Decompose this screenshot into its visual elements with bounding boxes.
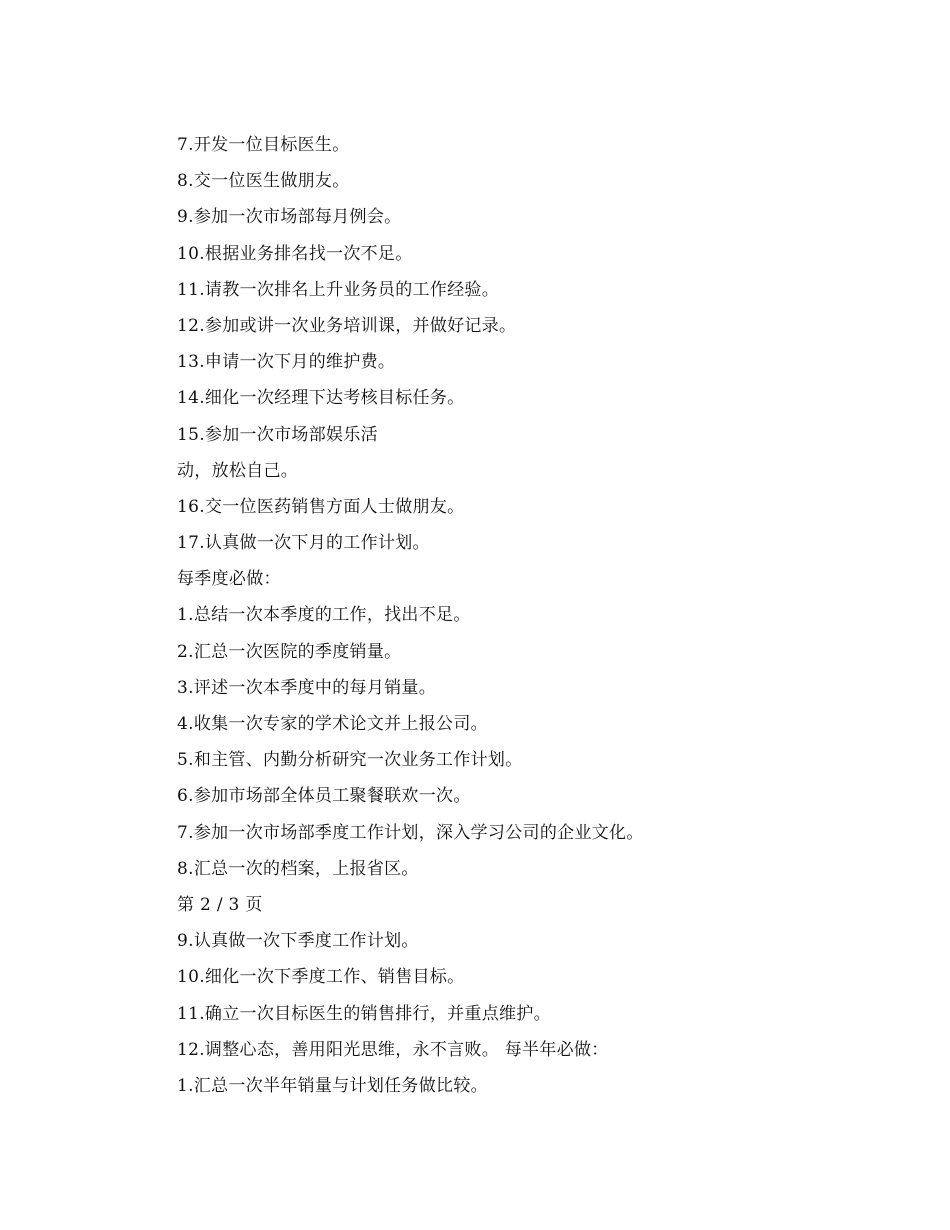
page-number: 第 2 / 3 页 (177, 894, 263, 915)
text-line: 12.参加或讲一次业务培训课，并做好记录。 (177, 315, 517, 336)
text-line: 8.汇总一次的档案，上报省区。 (177, 858, 419, 879)
text-line: 1.汇总一次半年销量与计划任务做比较。 (177, 1075, 488, 1096)
text-line: 9.认真做一次下季度工作计划。 (177, 931, 419, 952)
text-line: 11.确立一次目标医生的销售排行，并重点维护。 (177, 1003, 551, 1024)
text-line: 动，放松自己。 (177, 460, 299, 481)
text-line: 13.申请一次下月的维护费。 (177, 352, 396, 373)
text-line: 7.参加一次市场部季度工作计划，深入学习公司的企业文化。 (177, 822, 644, 843)
text-line: 10.细化一次下季度工作、销售目标。 (177, 967, 465, 988)
document-body (177, 127, 897, 1104)
text-line: 4.收集一次专家的学术论文并上报公司。 (177, 714, 488, 734)
text-line: 16.交一位医药销售方面人士做朋友。 (177, 496, 465, 517)
text-line: 5.和主管、内勤分析研究一次业务工作计划。 (177, 750, 523, 771)
text-line: 10.根据业务排名找一次不足。 (177, 243, 413, 264)
text-line: 9.参加一次市场部每月例会。 (177, 207, 402, 228)
text-line: 14.细化一次经理下达考核目标任务。 (177, 388, 465, 409)
text-line: 17.认真做一次下月的工作计划。 (177, 533, 430, 554)
text-line: 1.总结一次本季度的工作，找出不足。 (177, 605, 471, 626)
text-line: 3.评述一次本季度中的每月销量。 (177, 677, 437, 698)
text-line: 15.参加一次市场部娱乐活 (177, 424, 378, 445)
text-line: 12.调整心态，善用阳光思维，永不言败。 每半年必做： (177, 1039, 609, 1060)
section-heading: 每季度必做： (177, 569, 281, 590)
text-line: 11.请教一次排名上升业务员的工作经验。 (177, 279, 500, 300)
text-line: 7.开发一位目标医生。 (177, 135, 350, 155)
text-line: 8.交一位医生做朋友。 (177, 171, 350, 192)
text-line: 6.参加市场部全体员工聚餐联欢一次。 (177, 786, 471, 807)
text-line: 2.汇总一次医院的季度销量。 (177, 641, 402, 662)
